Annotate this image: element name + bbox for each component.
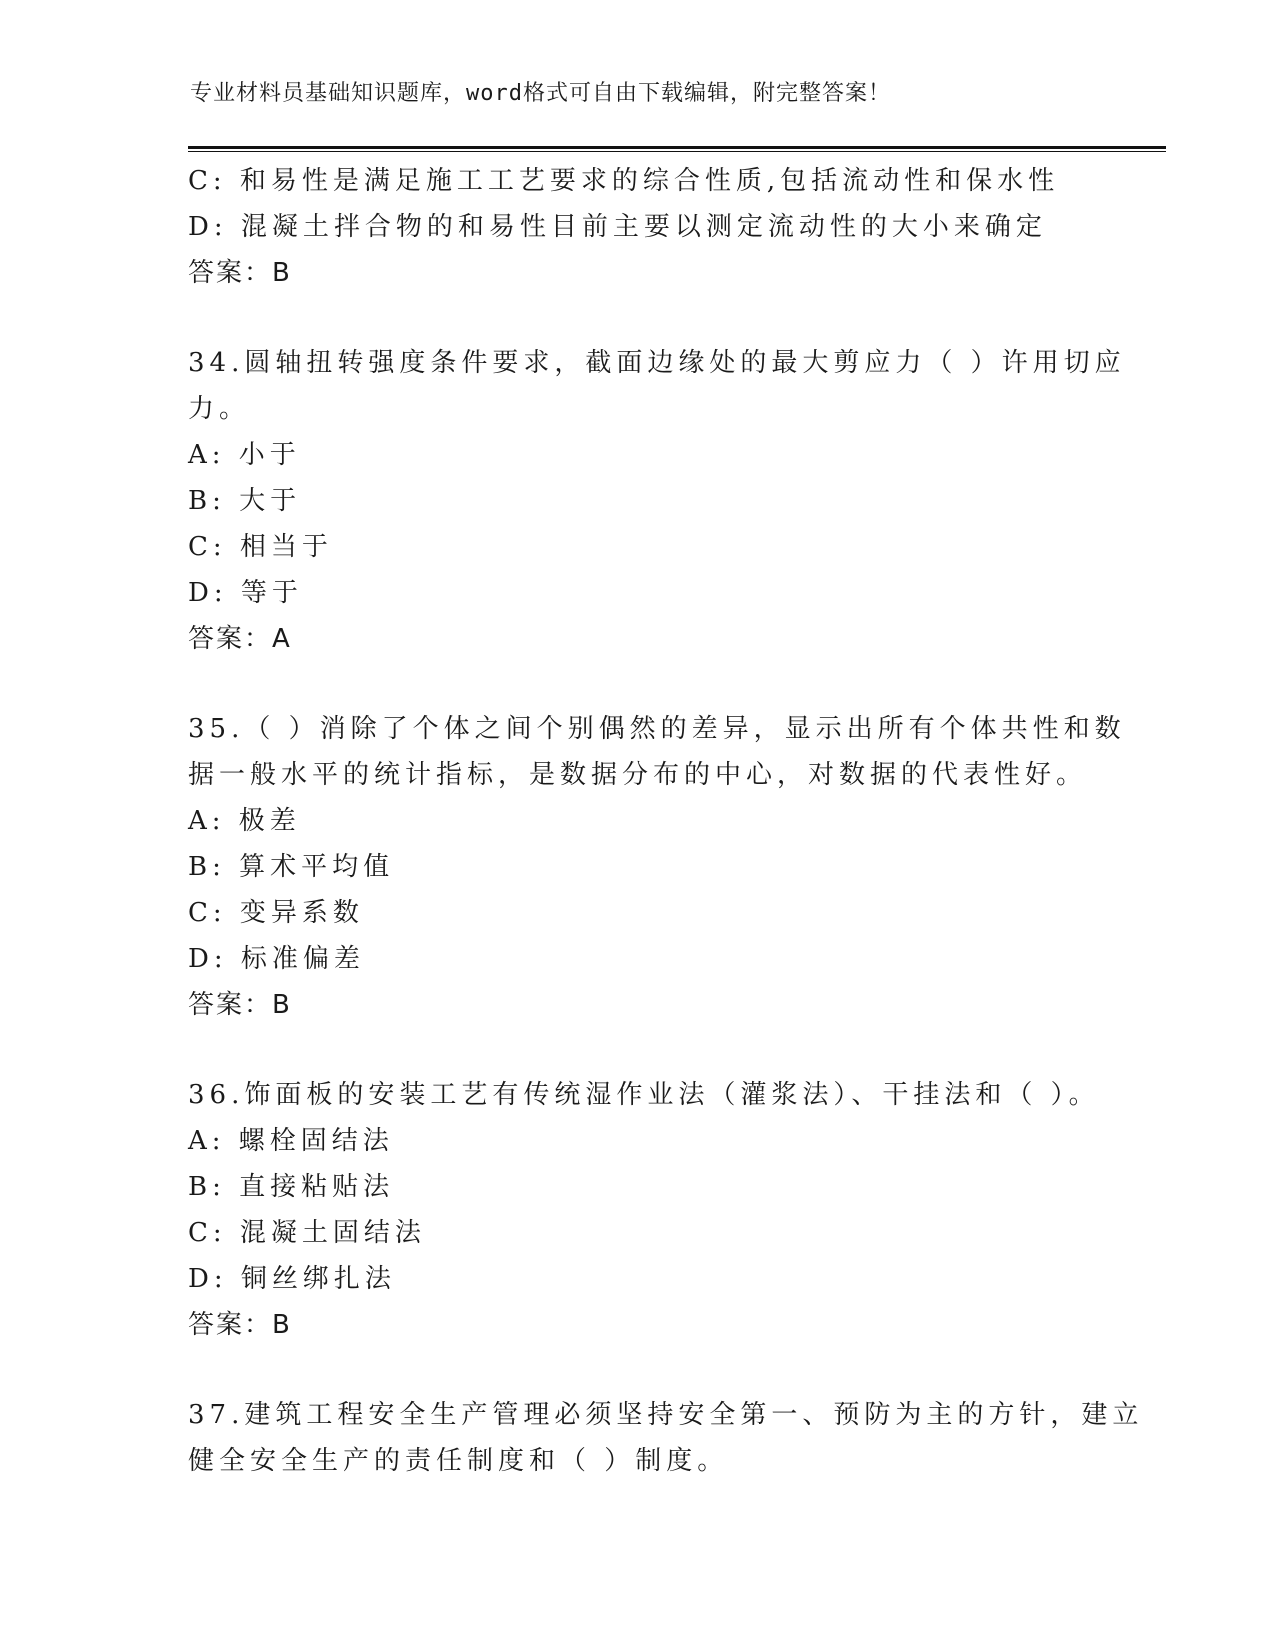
question-34: [188, 340, 1126, 662]
question-text: 36.饰面板的安装工艺有传统湿作业法（灌浆法）、干挂法和（ ）。: [188, 1080, 1100, 1110]
option-a: A: 螺栓固结法: [188, 1126, 394, 1156]
answer-line: 答案：B: [188, 258, 292, 288]
question-36: [188, 1072, 1100, 1348]
question-text: 力。: [188, 394, 251, 424]
option-b: B: 直接粘贴法: [188, 1172, 395, 1202]
question-text: 35.（ ）消除了个体之间个别偶然的差异，显示出所有个体共性和数: [188, 714, 1126, 744]
answer-line: 答案：B: [188, 990, 292, 1020]
answer-line: 答案：B: [188, 1310, 292, 1340]
option-d: D: 铜丝绑扎法: [188, 1264, 396, 1294]
answer-line: 答案：A: [188, 624, 292, 654]
header-divider: [188, 146, 1166, 149]
question-list: [188, 158, 1144, 1484]
question-text: 34.圆轴扭转强度条件要求，截面边缘处的最大剪应力（ ）许用切应: [188, 348, 1126, 378]
option-b: B: 大于: [188, 486, 302, 516]
header-divider-thin: [188, 151, 1166, 152]
question-text: 据一般水平的统计指标，是数据分布的中心，对数据的代表性好。: [188, 760, 1088, 790]
question-text: 健全安全生产的责任制度和（ ）制度。: [188, 1446, 729, 1476]
question-37: [188, 1392, 1144, 1484]
option-a: A: 极差: [188, 806, 301, 836]
option-c: C: 相当于: [188, 532, 333, 562]
question-text: 37.建筑工程安全生产管理必须坚持安全第一、预防为主的方针，建立: [188, 1400, 1144, 1430]
option-a: A: 小于: [188, 440, 301, 470]
option-c: C: 混凝土固结法: [188, 1218, 426, 1248]
option-d: D: 混凝土拌合物的和易性目前主要以测定流动性的大小来确定: [188, 212, 1047, 242]
question-35: [188, 706, 1126, 1028]
option-c: C: 变异系数: [188, 898, 364, 928]
option-d: D: 等于: [188, 578, 303, 608]
page-header: 专业材料员基础知识题库，word格式可自由下载编辑，附完整答案！: [190, 81, 891, 106]
option-c: C: 和易性是满足施工工艺要求的综合性质,包括流动性和保水性: [188, 166, 1060, 196]
option-d: D: 标准偏差: [188, 944, 365, 974]
option-b: B: 算术平均值: [188, 852, 395, 882]
